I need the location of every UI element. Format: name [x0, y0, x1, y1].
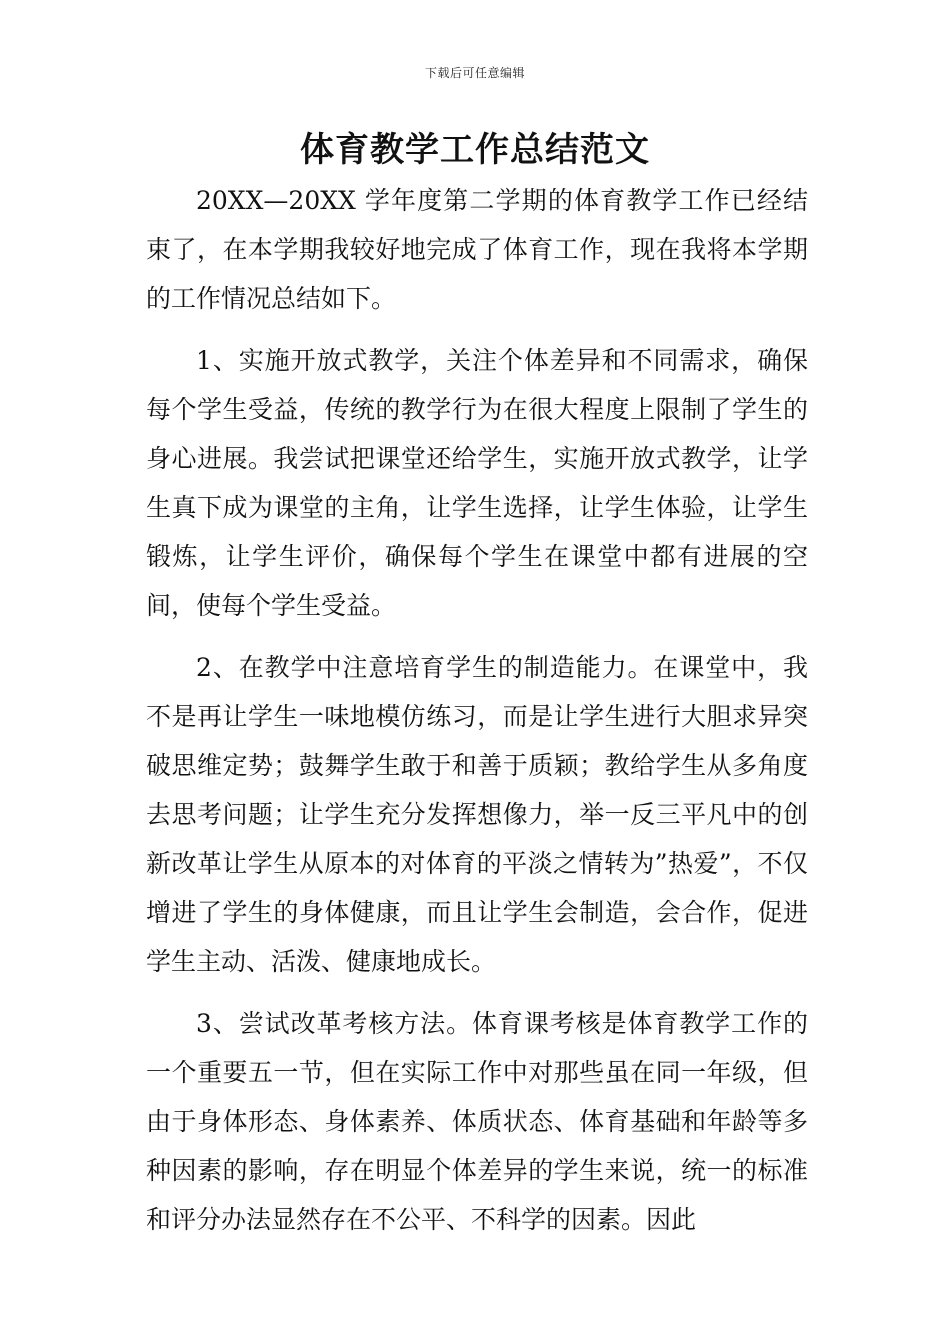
header-note: 下载后可任意编辑	[424, 66, 525, 80]
document-title: 体育教学工作总结范文	[300, 130, 650, 170]
paragraph-point-3: 3、尝试改革考核方法。体育课考核是体育教学工作的一个重要五一节，但在实际工作中对那些虽在同一年级，但由于身体形态、身体素养、体质状态、体育基础和年龄等多种因素的影响，存在明显个体差异的学生来说，统一的标准和评分办法显然存在不公平、不科学的因素。因此	[146, 1009, 808, 1234]
document-body	[146, 176, 808, 1257]
paragraph-point-1: 1、实施开放式教学，关注个体差异和不同需求，确保每个学生受益，传统的教学行为在很大程度上限制了学生的身心进展。我尝试把课堂还给学生，实施开放式教学，让学生真下成为课堂的主角，让学生选择，让学生体验，让学生锻炼，让学生评价，确保每个学生在课堂中都有进展的空间，使每个学生受益。	[146, 346, 808, 620]
paragraph-intro: 20XX—20XX 学年度第二学期的体育教学工作已经结束了，在本学期我较好地完成了体育工作，现在我将本学期的工作情况总结如下。	[146, 186, 808, 313]
paragraph-point-2: 2、在教学中注意培育学生的制造能力。在课堂中，我不是再让学生一味地模仿练习，而是让学生进行大胆求异突破思维定势；鼓舞学生敢于和善于质颖；教给学生从多角度去思考问题；让学生充分发挥想像力，举一反三平凡中的创新改革让学生从原本的对体育的平淡之情转为”热爱”，不仅增进了学生的身体健康，而且让学生会制造，会合作，促进学生主动、活泼、健康地成长。	[146, 653, 808, 976]
